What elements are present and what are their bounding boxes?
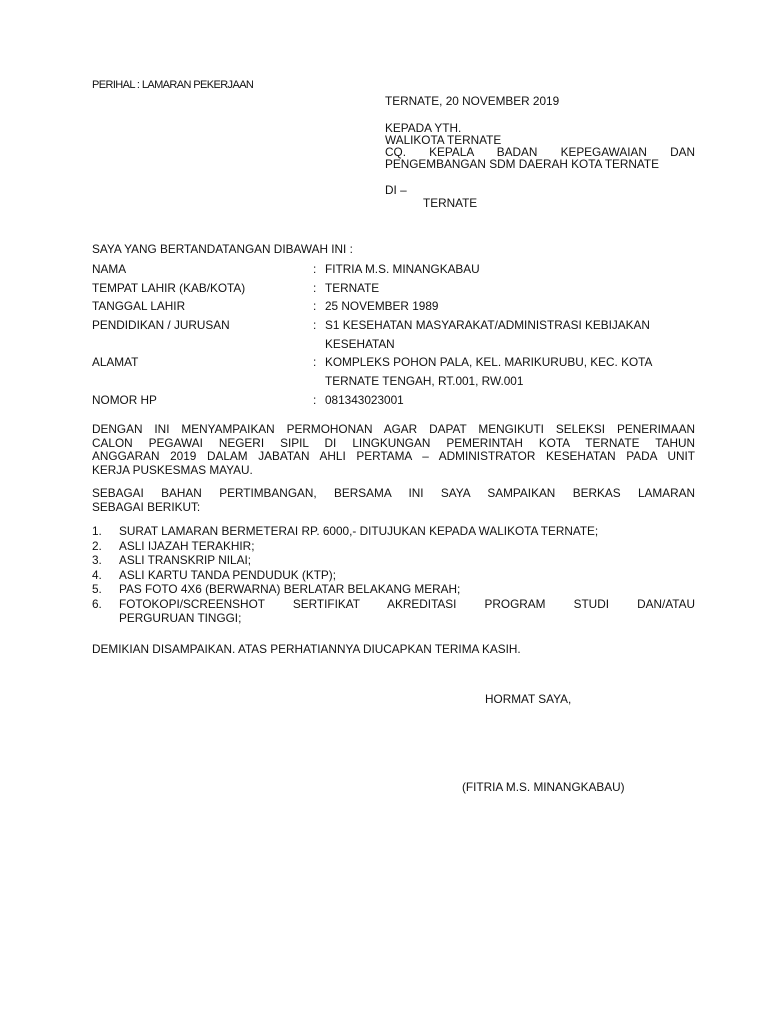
identity-value-address-line-1: KOMPLEKS POHON PALA, KEL. MARIKURUBU, KEC. KOTA — [325, 355, 653, 369]
identity-colon: : — [313, 262, 317, 276]
identity-value-name: FITRIA M.S. MINANGKABAU — [325, 262, 480, 276]
closing-text: DEMIKIAN DISAMPAIKAN. ATAS PERHATIANNYA DIUCAPKAN TERIMA KASIH. — [92, 642, 521, 656]
list-item: ASLI IJAZAH TERAKHIR; — [119, 539, 255, 553]
subject-line: PERIHAL : LAMARAN PEKERJAAN — [92, 79, 254, 91]
list-item-number: 4. — [92, 568, 102, 582]
list-item-number: 5. — [92, 582, 102, 596]
list-item: FOTOKOPI/SCREENSHOT SERTIFIKAT AKREDITASI PROGRAM STUDI DAN/ATAU — [119, 597, 695, 611]
recipient-di: DI – — [385, 183, 407, 197]
identity-label-birthplace: TEMPAT LAHIR (KAB/KOTA) — [92, 281, 246, 295]
identity-value-education-line-2: KESEHATAN — [325, 337, 395, 351]
identity-value-birthdate: 25 NOVEMBER 1989 — [325, 299, 439, 313]
recipient-salutation: KEPADA YTH. — [385, 121, 462, 135]
list-item-continuation: PERGURUAN TINGGI; — [119, 611, 242, 625]
list-item-number: 1. — [92, 524, 102, 538]
identity-label-address: ALAMAT — [92, 355, 139, 369]
paragraph-line: CALON PEGAWAI NEGERI SIPIL DI LINGKUNGAN PEMERINTAH KOTA TERNATE TAHUN — [92, 435, 695, 450]
paragraph-line: DENGAN INI MENYAMPAIKAN PERMOHONAN AGAR DAPAT MENGIKUTI SELEKSI PENERIMAAN — [92, 422, 695, 436]
identity-label-education: PENDIDIKAN / JURUSAN — [92, 318, 230, 332]
identity-value-address-line-2: TERNATE TENGAH, RT.001, RW.001 — [325, 374, 524, 388]
paragraph-line: ANGGARAN 2019 DALAM JABATAN AHLI PERTAMA – ADMINISTRATOR KESEHATAN PADA UNIT — [92, 449, 695, 463]
paragraph-line: KERJA PUSKESMAS MAYAU. — [92, 462, 253, 477]
identity-colon: : — [313, 318, 317, 332]
list-item: SURAT LAMARAN BERMETERAI RP. 6000,- DITUJUKAN KEPADA WALIKOTA TERNATE; — [119, 524, 599, 538]
identity-label-birthdate: TANGGAL LAHIR — [92, 299, 186, 313]
identity-colon: : — [313, 393, 317, 407]
list-item: ASLI KARTU TANDA PENDUDUK (KTP); — [119, 568, 336, 582]
paragraph-line: SEBAGAI BAHAN PERTIMBANGAN, BERSAMA INI SAYA SAMPAIKAN BERKAS LAMARAN — [92, 486, 695, 500]
intro-text: SAYA YANG BERTANDATANGAN DIBAWAH INI : — [92, 242, 353, 256]
identity-value-birthplace: TERNATE — [325, 281, 380, 295]
identity-value-education-line-1: S1 KESEHATAN MASYARAKAT/ADMINISTRASI KEBIJAKAN — [325, 318, 650, 332]
identity-colon: : — [313, 281, 317, 295]
recipient-title: WALIKOTA TERNATE — [385, 133, 502, 147]
paragraph-line: SEBAGAI BERIKUT: — [92, 499, 201, 514]
attachments-intro-paragraph — [92, 487, 695, 514]
identity-label-name: NAMA — [92, 262, 127, 276]
application-paragraph — [92, 423, 695, 477]
identity-label-phone: NOMOR HP — [92, 393, 157, 407]
list-item-number: 2. — [92, 539, 102, 553]
recipient-city: TERNATE — [423, 196, 478, 210]
list-item-number: 3. — [92, 553, 102, 567]
identity-value-phone: 081343023001 — [325, 393, 404, 407]
letter-date: TERNATE, 20 NOVEMBER 2019 — [385, 94, 560, 108]
list-item: ASLI TRANSKRIP NILAI; — [119, 553, 252, 567]
regards-text: HORMAT SAYA, — [485, 692, 572, 706]
identity-colon: : — [313, 355, 317, 369]
recipient-cq-line-2: PENGEMBANGAN SDM DAERAH KOTA TERNATE — [385, 157, 659, 171]
recipient-cq-line-1: CQ. KEPALA BADAN KEPEGAWAIAN DAN — [385, 145, 695, 159]
signature-name: (FITRIA M.S. MINANGKABAU) — [462, 780, 625, 794]
identity-colon: : — [313, 299, 317, 313]
list-item: PAS FOTO 4X6 (BERWARNA) BERLATAR BELAKANG MERAH; — [119, 582, 461, 596]
list-item-number: 6. — [92, 597, 102, 611]
